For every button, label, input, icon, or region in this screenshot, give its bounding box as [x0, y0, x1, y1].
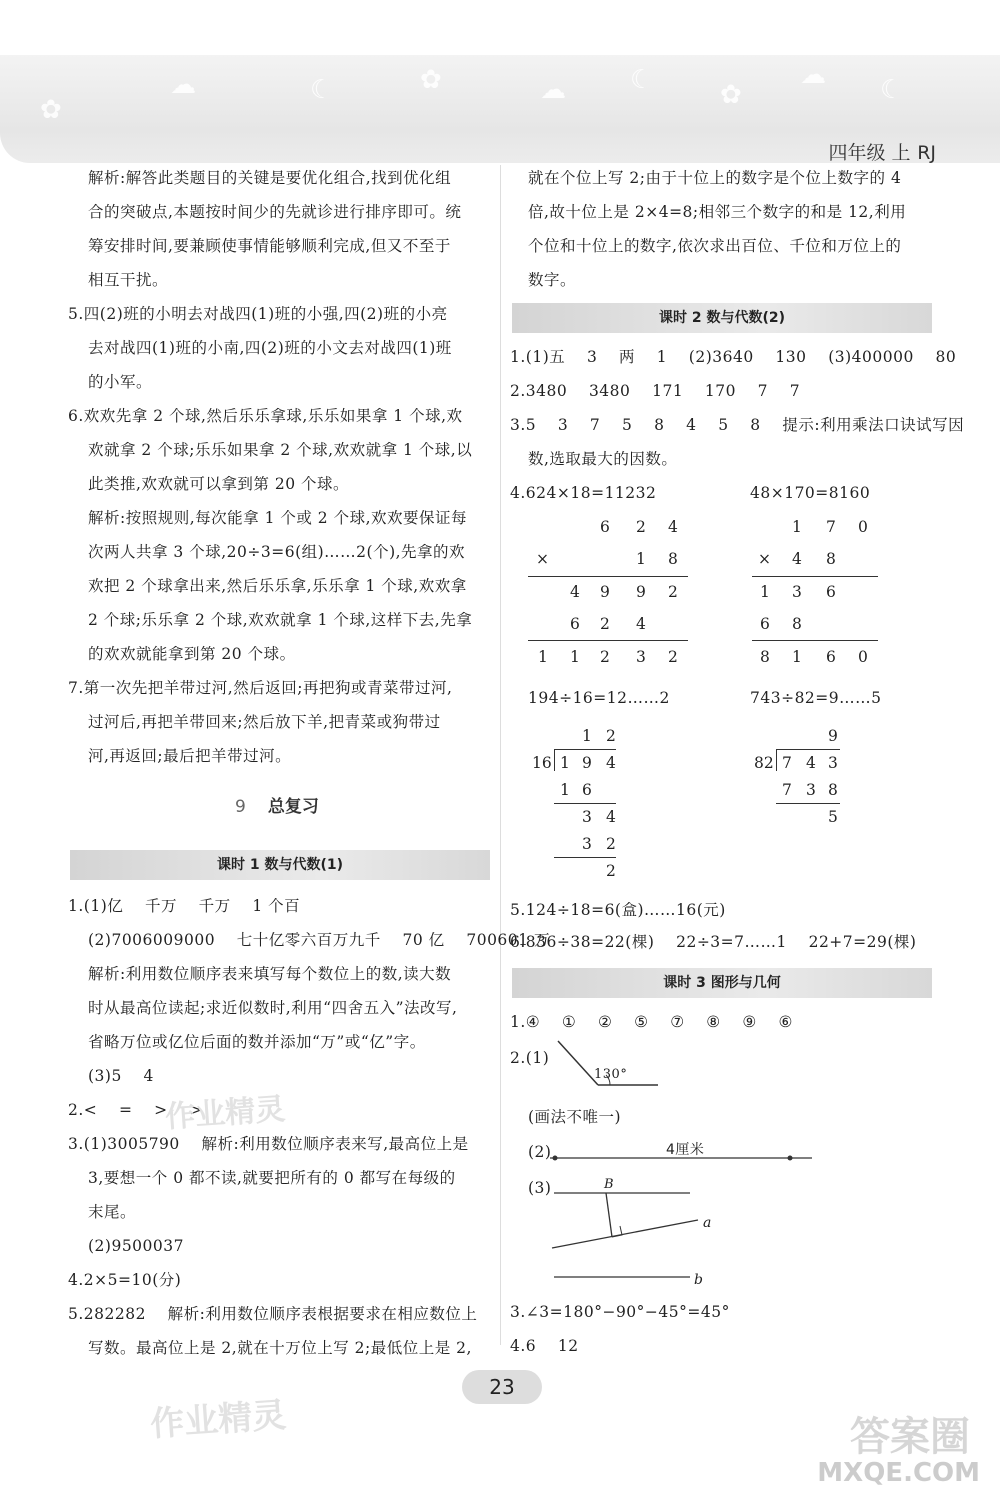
digit: 2 — [668, 583, 678, 601]
digit: × — [536, 550, 549, 568]
digit: 8 — [668, 550, 678, 568]
text-line: 2 个球;乐乐拿 2 个球,欢欢就拿 1 个球,这样下去,先拿 — [88, 611, 473, 629]
endpoint-dot — [553, 1156, 558, 1161]
digit: 7 — [826, 518, 836, 536]
rule-line — [776, 803, 840, 804]
digit: 2 — [606, 727, 616, 745]
digit: 1 — [560, 781, 570, 799]
text-line: 就在个位上写 2;由于十位上的数字是个位上数字的 4 — [528, 169, 902, 187]
text-line: 个位和十位上的数字,依次求出百位、千位和万位上的 — [528, 237, 902, 255]
text-line: 3.5 3 7 5 8 4 5 8 提示:利用乘法口诀试写因 — [510, 416, 965, 434]
flower-icon: ✿ — [720, 80, 742, 110]
cloud-icon: ☁ — [170, 70, 196, 100]
rule-line — [528, 576, 688, 577]
digit: 6 — [826, 583, 836, 601]
text-line: 时从最高位读起;求近似数时,利用“四舍五入”法改写, — [88, 999, 458, 1017]
text-line: 5.282282 解析:利用数位顺序表根据要求在相应数位上 — [68, 1305, 478, 1323]
digit: 4 — [668, 518, 678, 536]
digit: 3 — [828, 754, 838, 772]
digit: 4 — [570, 583, 580, 601]
digit: 1 — [760, 583, 770, 601]
digit: 8 — [826, 550, 836, 568]
text-line: 的欢欢就能拿到第 20 个球。 — [88, 645, 296, 663]
rule-line — [554, 749, 616, 750]
text-line: 相互干扰。 — [88, 271, 169, 289]
text-line: 数字。 — [528, 271, 577, 289]
digit: 1 — [538, 648, 548, 666]
digit: 9 — [582, 754, 592, 772]
text-line: 4.2×5=10(分) — [68, 1271, 182, 1289]
digit: 1 — [636, 550, 646, 568]
text-line: 4.6 12 — [510, 1337, 579, 1355]
angle-ray — [558, 1041, 598, 1085]
digit: 4 — [606, 754, 616, 772]
digit: 3 — [582, 835, 592, 853]
text-line: 48×170=8160 — [750, 484, 871, 502]
section-title — [235, 792, 319, 817]
digit: 6 — [760, 615, 770, 633]
text-line: 河,再返回;最后把羊带过河。 — [88, 747, 292, 765]
text-line: 194÷16=12……2 — [528, 689, 670, 707]
digit: 1 — [792, 518, 802, 536]
line-a — [552, 1220, 698, 1248]
text-line: 末尾。 — [88, 1203, 137, 1221]
text-line: (2)9500037 — [88, 1237, 184, 1255]
section-title-text: 总复习 — [267, 797, 319, 817]
digit: 6 — [826, 648, 836, 666]
digit: 3 — [582, 808, 592, 826]
section-number: 9 — [235, 797, 246, 817]
text-line: 过河后,再把羊带回来;然后放下羊,把青菜或狗带过 — [88, 713, 441, 731]
text-line: 数,选取最大的因数。 — [528, 450, 678, 468]
grade-label — [829, 138, 936, 165]
digit: 9 — [600, 583, 610, 601]
text-line: (2)7006009000 七十亿零六百万九千 70 亿 700601 万 — [88, 931, 550, 949]
line-b-label: b — [694, 1272, 704, 1288]
edition-text: RJ — [917, 142, 936, 164]
digit: 2 — [600, 648, 610, 666]
watermark-site: MXQE.COM — [817, 1458, 980, 1488]
digit: 8 — [760, 648, 770, 666]
grade-text: 四年级 上 — [828, 142, 911, 164]
digit: 6 — [570, 615, 580, 633]
digit: 9 — [636, 583, 646, 601]
rule-line — [554, 749, 555, 771]
text-line: 5.124÷18=6(盒)……16(元) — [510, 901, 726, 919]
cloud-icon: ☁ — [800, 60, 826, 90]
page-number: 23 — [462, 1370, 542, 1404]
lesson-header: 课时 1 数与代数(1) — [70, 850, 490, 880]
text-line: (3)5 4 — [88, 1067, 154, 1085]
text-line: 去对战四(1)班的小南,四(2)班的小文去对战四(1)班 — [88, 339, 452, 357]
text-line: (画法不唯一) — [528, 1108, 622, 1126]
text-line: 4.624×18=11232 — [510, 484, 657, 502]
digit: 5 — [828, 808, 838, 826]
digit: 9 — [828, 727, 838, 745]
digit: 8 — [792, 615, 802, 633]
text-line: 解析:按照规则,每次能拿 1 个或 2 个球,欢欢要保证每 — [88, 509, 468, 527]
text-line: 3,要想一个 0 都不读,就要把所有的 0 都写在每级的 — [88, 1169, 456, 1187]
text-line: 筹安排时间,要兼顾使事情能够顺利完成,但又不至于 — [88, 237, 451, 255]
text-line: 1.(1)亿 千万 千万 1 个百 — [68, 897, 301, 915]
text-line: (2) — [528, 1143, 552, 1161]
digit: 1 — [560, 754, 570, 772]
text-line: 解析:利用数位顺序表来填写每个数位上的数,读大数 — [88, 965, 452, 983]
digit: 4 — [636, 615, 646, 633]
digit: × — [758, 550, 771, 568]
text-line: 倍,故十位上是 2×4=8;相邻三个数字的和是 12,利用 — [528, 203, 907, 221]
rule-line — [528, 640, 688, 641]
text-line: 1.④ ① ② ⑤ ⑦ ⑧ ⑨ ⑥ — [510, 1013, 793, 1031]
text-line: 2.3480 3480 171 170 7 7 — [510, 382, 801, 400]
text-line: 写数。最高位上是 2,就在十万位上写 2;最低位上是 2, — [88, 1339, 472, 1357]
text-line: 欢就拿 2 个球;乐乐如果拿 2 个球,欢欢就拿 1 个球,以 — [88, 441, 473, 459]
text-line: 3.(1)3005790 解析:利用数位顺序表来写,最高位上是 — [68, 1135, 469, 1153]
digit: 3 — [792, 583, 802, 601]
digit: 2 — [600, 615, 610, 633]
text-line: 省略万位或亿位后面的数并添加“万”或“亿”字。 — [88, 1033, 426, 1051]
text-line: 次两人共拿 3 个球,20÷3=6(组)……2(个),先拿的欢 — [88, 543, 466, 561]
text-line: 解析:解答此类题目的关键是要优化组合,找到优化组 — [88, 169, 452, 187]
digit: 0 — [858, 648, 868, 666]
watermark-text: 作业精灵 — [164, 1091, 287, 1136]
digit: 2 — [636, 518, 646, 536]
perpendicular-line — [606, 1193, 612, 1237]
digit: 6 — [600, 518, 610, 536]
digit: 7 — [782, 781, 792, 799]
digit: 7 — [782, 754, 792, 772]
cloud-icon: ☁ — [540, 75, 566, 105]
text-line: 合的突破点,本题按时间少的先就诊进行排序即可。统 — [88, 203, 462, 221]
column-divider — [500, 165, 501, 1345]
digit: 1 — [792, 648, 802, 666]
digit: 2 — [606, 862, 616, 880]
point-B-label: B — [604, 1177, 615, 1192]
digit: 3 — [636, 648, 646, 666]
text-line: 6.欢欢先拿 2 个球,然后乐乐拿球,乐乐如果拿 1 个球,欢 — [68, 407, 463, 425]
angle-label: 130° — [594, 1067, 628, 1082]
text-line: 5.四(2)班的小明去对战四(1)班的小强,四(2)班的小亮 — [68, 305, 448, 323]
digit: 4 — [806, 754, 816, 772]
digit: 82 — [754, 754, 774, 772]
digit: 16 — [532, 754, 552, 772]
text-line: 1.(1)五 3 两 1 (2)3640 130 (3)400000 80 — [510, 348, 957, 366]
length-label: 4厘米 — [666, 1142, 705, 1158]
digit: 6 — [582, 781, 592, 799]
text-line: 2.< = > > — [68, 1101, 203, 1119]
moon-icon: ☾ — [880, 75, 904, 105]
text-line: 此类推,欢欢就可以拿到第 20 个球。 — [88, 475, 350, 493]
digit: 1 — [582, 727, 592, 745]
text-line: 的小军。 — [88, 373, 153, 391]
moon-icon: ☾ — [630, 65, 654, 95]
text-line: 743÷82=9……5 — [750, 689, 882, 707]
digit: 4 — [792, 550, 802, 568]
digit: 0 — [858, 518, 868, 536]
text-line: 3.∠3=180°−90°−45°=45° — [510, 1303, 730, 1321]
rule-line — [752, 640, 878, 641]
digit: 4 — [606, 808, 616, 826]
lesson-header: 课时 2 数与代数(2) — [512, 303, 932, 333]
text-line: 6.836÷38=22(棵) 22÷3=7……1 22+7=29(棵) — [510, 933, 917, 951]
digit: 1 — [570, 648, 580, 666]
watermark-text: 作业精灵 — [149, 1395, 288, 1445]
text-line: 2.(1) — [510, 1049, 550, 1067]
text-line: (3) — [528, 1179, 552, 1197]
rule-line — [752, 576, 878, 577]
rule-line — [554, 803, 616, 804]
digit: 3 — [806, 781, 816, 799]
endpoint-dot — [788, 1156, 793, 1161]
digit: 2 — [668, 648, 678, 666]
rule-line — [554, 857, 616, 858]
flower-icon: ✿ — [40, 95, 62, 125]
digit: 8 — [828, 781, 838, 799]
rule-line — [776, 749, 777, 771]
text-line: 欢把 2 个球拿出来,然后乐乐拿,乐乐拿 1 个球,欢欢拿 — [88, 577, 467, 595]
watermark-brand: 答案圈 — [850, 1414, 970, 1460]
rule-line — [776, 749, 840, 750]
text-line: 7.第一次先把羊带过河,然后返回;再把狗或青菜带过河, — [68, 679, 453, 697]
line-a-label: a — [703, 1215, 712, 1231]
lesson-header: 课时 3 图形与几何 — [512, 968, 932, 998]
flower-icon: ✿ — [420, 65, 442, 95]
digit: 2 — [606, 835, 616, 853]
moon-icon: ☾ — [310, 75, 334, 105]
